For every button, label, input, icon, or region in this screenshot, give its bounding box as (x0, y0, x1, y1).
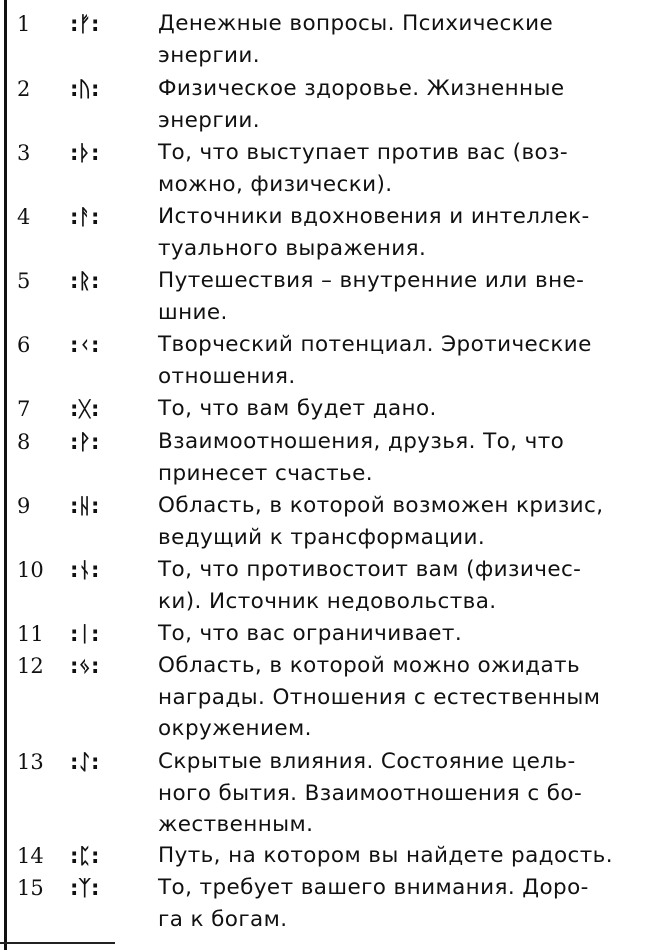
rune-symbol: :ᛉ: (70, 876, 100, 900)
item-number: 13 (17, 750, 44, 774)
item-number: 11 (17, 622, 44, 646)
description-line: Область, в которой можно ожидать (158, 653, 581, 678)
rune-symbol: :ᚱ: (70, 269, 100, 293)
description-line: Путешествия – внутренние или вне- (158, 268, 585, 293)
rune-symbol: :ᛇ: (70, 750, 100, 774)
list-item (0, 426, 671, 489)
description-line: туального выражения. (158, 235, 427, 261)
item-number: 12 (17, 654, 44, 678)
rune-symbol: :ᚺ: (70, 494, 100, 518)
description-line: можно, физически). (158, 171, 393, 197)
description-line: ведущий к трансформации. (158, 524, 486, 550)
item-description (158, 426, 664, 489)
item-number: 8 (17, 430, 31, 454)
item-description (158, 201, 664, 264)
rune-symbol: :ᚹ: (70, 430, 100, 454)
item-number: 7 (17, 397, 31, 421)
rune-symbol: :ᚠ: (70, 12, 100, 36)
description-line: ки). Источник недовольства. (158, 588, 497, 614)
item-number: 1 (17, 12, 31, 36)
description-line: ного бытия. Взаимоотношения с бо- (158, 780, 583, 806)
item-description (158, 265, 664, 328)
description-line: То, что выступает против вас (воз- (158, 140, 569, 165)
item-description (158, 137, 664, 200)
rune-symbol: :ᚾ: (70, 558, 100, 582)
item-description (158, 618, 664, 650)
rune-symbol: :ᛈ: (70, 844, 100, 868)
item-number: 4 (17, 205, 31, 229)
item-number: 6 (17, 333, 31, 357)
description-line: То, что противостоит вам (физичес- (158, 557, 582, 582)
description-line: Область, в которой возможен кризис, (158, 493, 604, 518)
list-item (0, 746, 671, 841)
list-item (0, 840, 671, 872)
list-item (0, 650, 671, 745)
description-line: Творческий потенциал. Эротические (158, 332, 592, 357)
list-item (0, 329, 671, 392)
description-line: жественным. (158, 812, 314, 837)
item-number: 10 (17, 558, 44, 582)
item-number: 3 (17, 141, 31, 165)
item-description (158, 650, 664, 745)
item-number: 5 (17, 269, 31, 293)
item-number: 2 (17, 77, 31, 101)
rune-symbol: :ᛃ: (70, 654, 100, 678)
list-item (0, 265, 671, 328)
list-item (0, 618, 671, 650)
list-item (0, 201, 671, 264)
rune-symbol: :ᚨ: (70, 205, 100, 229)
rune-symbol: :ᚢ: (70, 77, 100, 101)
item-description (158, 840, 664, 872)
rune-symbol: :ᛁ: (70, 622, 100, 646)
description-line: То, требует вашего внимания. Доро- (158, 875, 589, 900)
list-item (0, 490, 671, 553)
description-line: принесет счастье. (158, 460, 373, 486)
item-description (158, 872, 664, 935)
description-line: энергии. (158, 42, 261, 68)
description-line: Источники вдохновения и интеллек- (158, 204, 590, 229)
description-line: То, что вам будет дано. (158, 396, 437, 421)
description-line: окружением. (158, 716, 312, 741)
item-description (158, 490, 664, 553)
rune-symbol: :ᚷ: (70, 397, 100, 421)
description-line: шние. (158, 299, 228, 325)
item-number: 14 (17, 844, 44, 868)
item-description (158, 73, 664, 136)
description-line: То, что вас ограничивает. (158, 621, 463, 646)
description-line: га к богам. (158, 906, 288, 932)
item-description (158, 746, 664, 841)
description-line: Физическое здоровье. Жизненные (158, 76, 565, 101)
description-line: Взаимоотношения, друзья. То, что (158, 429, 565, 454)
list-item (0, 393, 671, 425)
item-description (158, 329, 664, 392)
list-item (0, 8, 671, 71)
description-line: Денежные вопросы. Психические (158, 11, 554, 36)
description-line: энергии. (158, 107, 261, 133)
item-description (158, 8, 664, 71)
list-item (0, 872, 671, 935)
item-number: 9 (17, 494, 31, 518)
rune-symbol: :ᚲ: (70, 333, 100, 357)
list-item (0, 554, 671, 617)
rune-symbol: :ᚦ: (70, 141, 100, 165)
list-item (0, 137, 671, 200)
description-line: награды. Отношения с естественным (158, 684, 601, 710)
list-item (0, 73, 671, 136)
bottom-margin-rule (0, 942, 115, 944)
description-line: отношения. (158, 363, 296, 389)
item-description (158, 554, 664, 617)
item-number: 15 (17, 876, 44, 900)
description-line: Путь, на котором вы найдете радость. (158, 843, 613, 868)
description-line: Скрытые влияния. Состояние цель- (158, 749, 576, 774)
item-description (158, 393, 664, 425)
